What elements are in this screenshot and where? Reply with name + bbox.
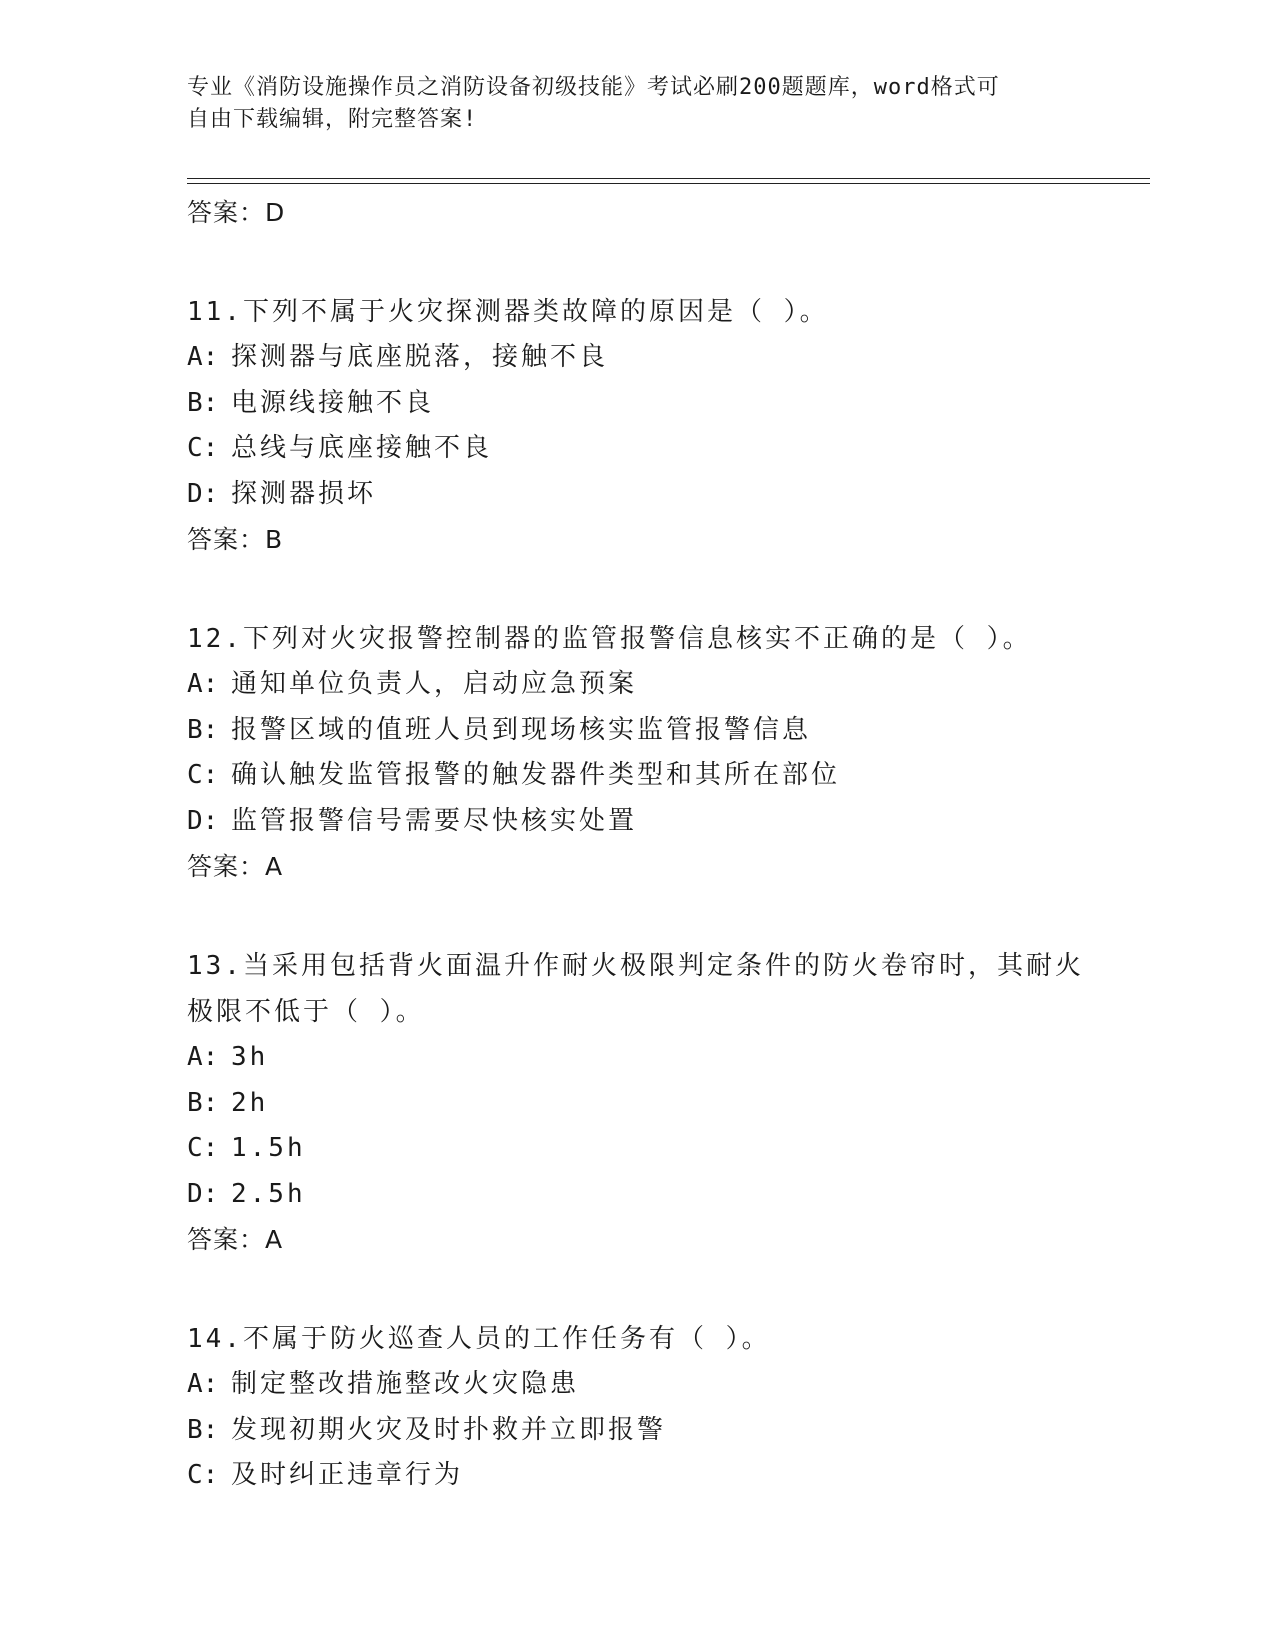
question-title-continued: 极限不低于（ ）。 [187,997,425,1027]
option-a [187,662,1147,708]
answer-label: 答案：D [187,198,286,227]
header-line-1: 专业《消防设施操作员之消防设备初级技能》考试必刷200题题库，word格式可 [187,75,1000,100]
question-12 [187,616,1147,882]
question-11 [187,289,1147,555]
option-b [187,381,1147,427]
option-text: 制定整改措施整改火灾隐患 [231,1369,580,1399]
option-label: A: [187,1042,219,1072]
question-13 [187,943,1147,1255]
question-14 [187,1316,1147,1499]
option-label: A: [187,1369,219,1399]
header-divider-top [187,178,1150,179]
option-a [187,1362,1147,1408]
option-text: 1.5h [231,1133,306,1163]
option-text: 探测器与底座脱落，接触不良 [231,342,609,372]
option-a [187,1035,1147,1081]
header-divider-bottom [187,183,1150,184]
option-b [187,1408,1147,1454]
option-text: 发现初期火灾及时扑救并立即报警 [231,1414,667,1445]
document-header [187,72,1087,136]
option-label: C: [187,1133,219,1163]
option-d [187,1172,1147,1218]
option-c [187,1453,1147,1499]
option-text: 通知单位负责人，启动应急预案 [231,669,638,699]
option-text: 2.5h [231,1178,306,1209]
option-c [187,1126,1147,1172]
option-label: D: [187,478,219,509]
option-label: C: [187,760,219,790]
option-label: B: [187,387,219,418]
option-label: D: [187,1178,219,1209]
option-text: 总线与底座接触不良 [231,433,493,463]
question-list [187,190,1147,1499]
option-label: B: [187,714,219,745]
answer-label: 答案：A [187,1225,284,1254]
option-label: A: [187,669,219,699]
option-c [187,753,1147,799]
option-b [187,708,1147,754]
option-text: 确认触发监管报警的触发器件类型和其所在部位 [231,760,841,790]
option-text: 探测器损坏 [231,478,377,509]
option-text: 3h [231,1042,269,1072]
question-title: 11.下列不属于火灾探测器类故障的原因是（ ）。 [187,297,829,327]
option-d [187,472,1147,518]
option-label: A: [187,342,219,372]
header-line-2: 自由下载编辑，附完整答案! [187,107,478,132]
option-text: 电源线接触不良 [231,387,435,418]
option-b [187,1081,1147,1127]
option-text: 2h [231,1087,269,1118]
option-c [187,426,1147,472]
question-title: 12.下列对火灾报警控制器的监管报警信息核实不正确的是（ ）。 [187,624,1032,654]
option-label: C: [187,433,219,463]
question-title: 14.不属于防火巡查人员的工作任务有（ ）。 [187,1324,771,1354]
option-label: D: [187,805,219,836]
option-text: 监管报警信号需要尽快核实处置 [231,805,638,836]
option-a [187,335,1147,381]
option-text: 及时纠正违章行为 [231,1460,464,1490]
question-title: 13.当采用包括背火面温升作耐火极限判定条件的防火卷帘时，其耐火 [187,951,1084,981]
answer-label: 答案：A [187,852,284,881]
option-label: C: [187,1460,219,1490]
option-d [187,799,1147,845]
answer-label: 答案：B [187,525,284,554]
option-label: B: [187,1087,219,1118]
option-text: 报警区域的值班人员到现场核实监管报警信息 [231,714,812,745]
option-label: B: [187,1414,219,1445]
